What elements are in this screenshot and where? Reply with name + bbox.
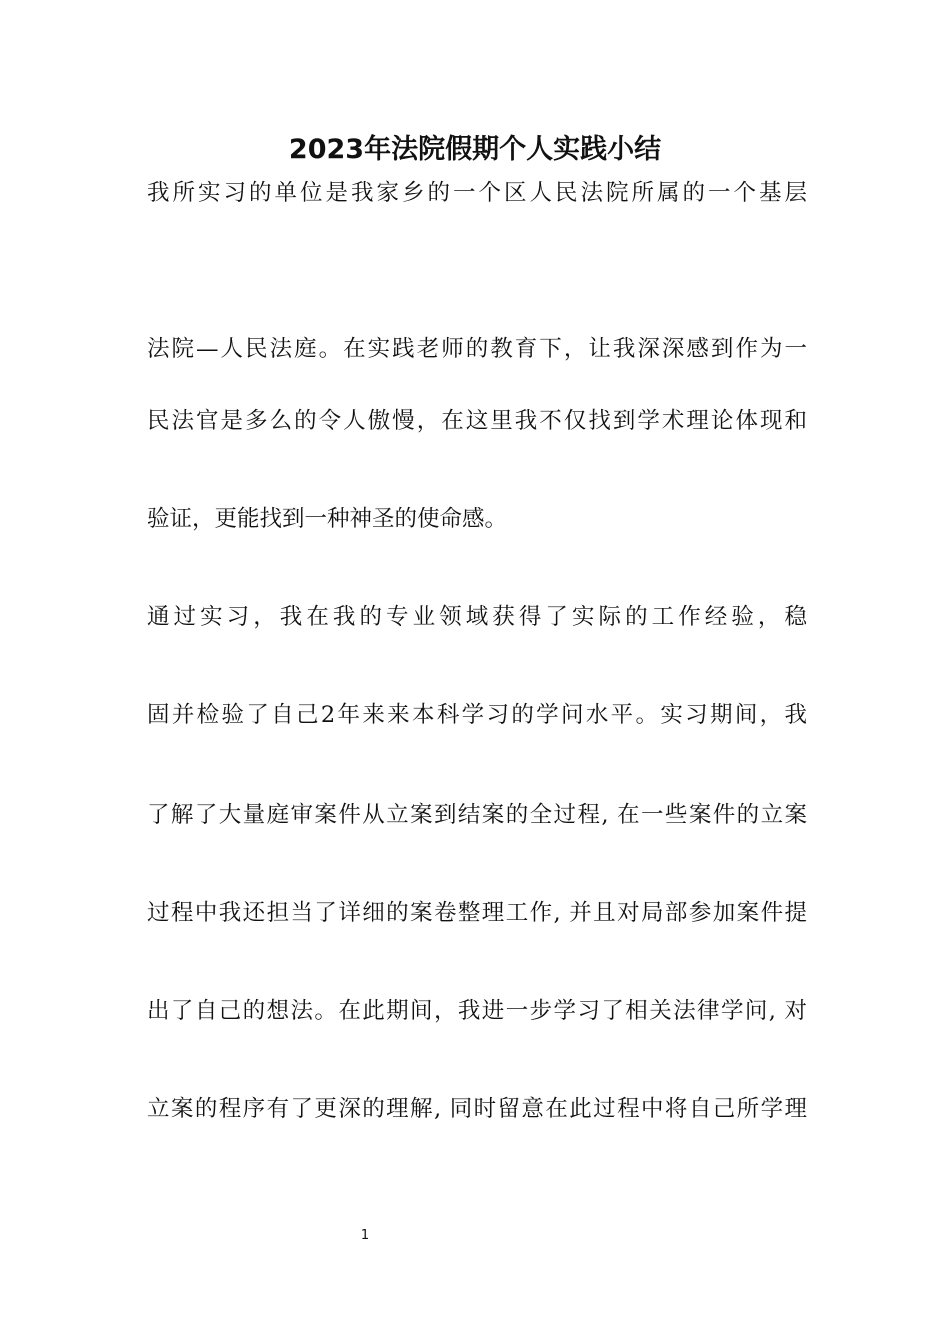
document-title: 2023年法院假期个人实践小结 (288, 134, 662, 165)
page-number: 1 (360, 1228, 370, 1243)
paragraph-1-line-4: 验证，更能找到一种神圣的使命感。 (147, 506, 508, 532)
paragraph-1-line-1: 我所实习的单位是我家乡的一个区人民法院所属的一个基层 (147, 180, 807, 206)
paragraph-2-line-4: 过程中我还担当了详细的案卷整理工作, 并且对局部参加案件提 (147, 900, 807, 926)
paragraph-1-line-2: 法院—人民法庭。在实践老师的教育下，让我深深感到作为一 (147, 336, 807, 362)
paragraph-2-line-3: 了解了大量庭审案件从立案到结案的全过程, 在一些案件的立案 (147, 802, 807, 828)
paragraph-1-line-3: 民法官是多么的令人傲慢，在这里我不仅找到学术理论体现和 (147, 408, 807, 434)
paragraph-2-line-5: 出了自己的想法。在此期间，我进一步学习了相关法律学问, 对 (147, 998, 807, 1024)
paragraph-2-line-2: 固并检验了自己2年来来本科学习的学问水平。实习期间，我 (147, 702, 807, 728)
paragraph-2-line-6: 立案的程序有了更深的理解, 同时留意在此过程中将自己所学理 (147, 1096, 807, 1122)
paragraph-2-line-1: 通过实习，我在我的专业领域获得了实际的工作经验，稳 (147, 604, 807, 630)
